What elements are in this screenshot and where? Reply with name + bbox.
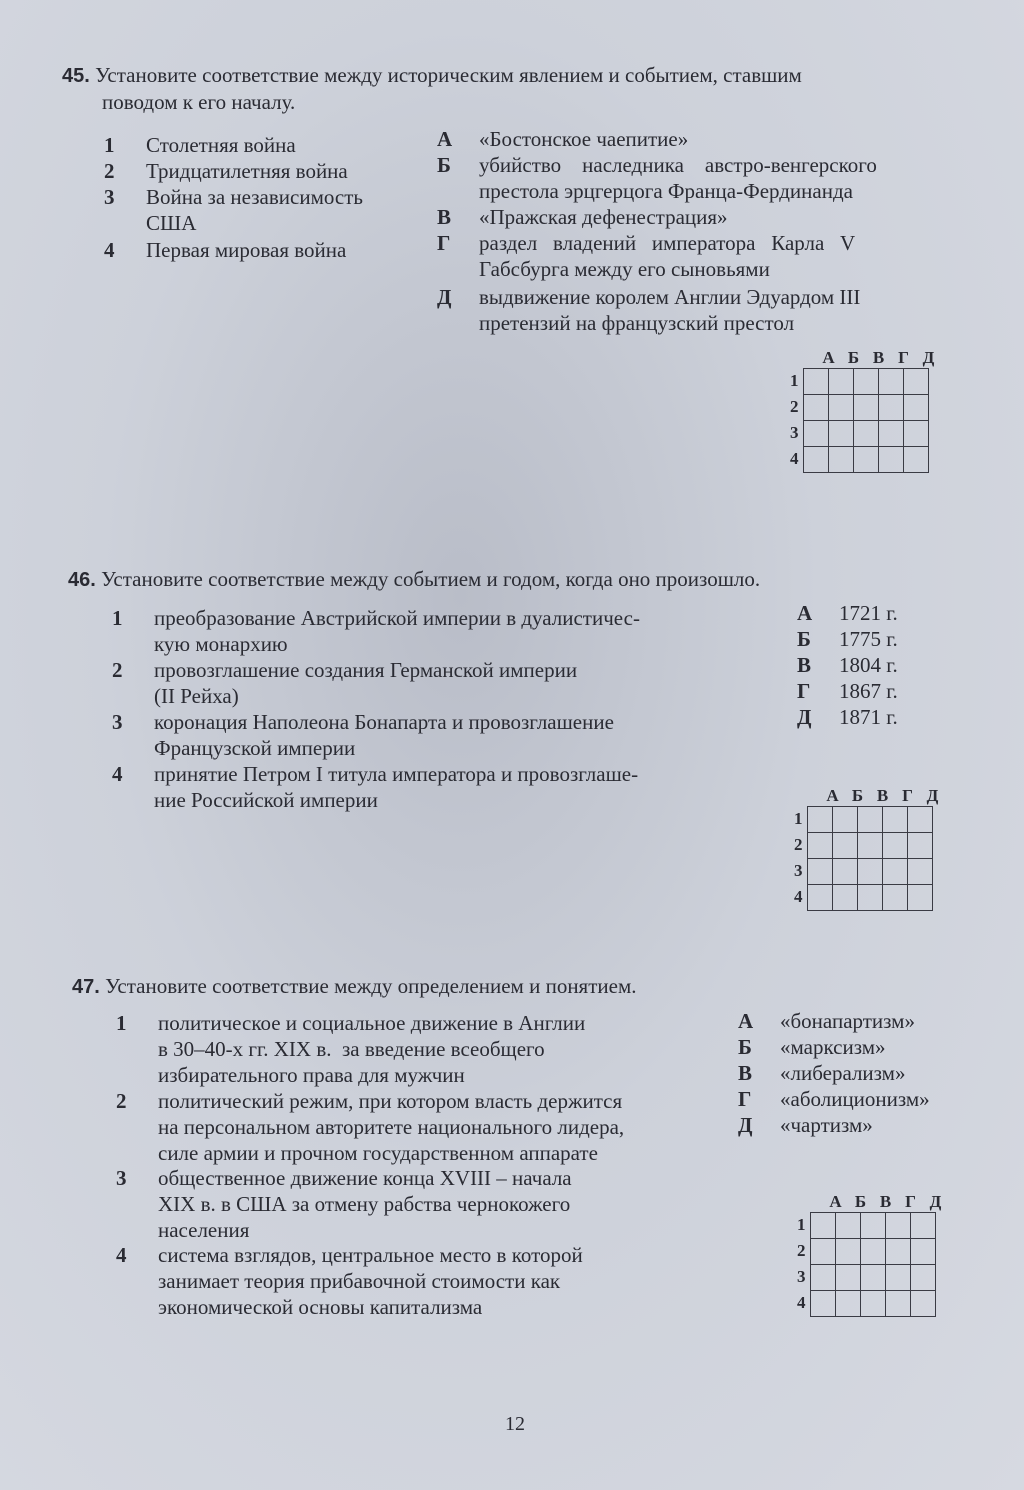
item-label: 4 — [116, 1243, 127, 1267]
grid-column-label: Б — [847, 348, 860, 367]
answer-cell[interactable] — [853, 369, 878, 395]
answer-cell[interactable] — [907, 885, 932, 911]
answer-cell[interactable] — [882, 807, 907, 833]
answer-cell[interactable] — [860, 1291, 885, 1317]
item-text — [839, 652, 947, 678]
answer-cell[interactable] — [828, 447, 853, 473]
answer-row — [810, 1239, 935, 1265]
list-item — [738, 1008, 958, 1034]
item-text — [839, 600, 947, 626]
item-value: «марксизм» — [780, 1035, 886, 1059]
answer-row — [807, 807, 932, 833]
answer-cell[interactable] — [803, 421, 828, 447]
item-text-line: претензий на французский престол — [479, 311, 795, 335]
grid-column-headers — [816, 348, 941, 368]
list-item — [116, 1088, 736, 1166]
item-label: 2 — [116, 1089, 127, 1113]
item-value: «либерализм» — [780, 1061, 906, 1085]
grid-column-label: А — [826, 786, 839, 805]
grid-column-label: Б — [854, 1192, 867, 1211]
item-text-line: политический режим, при котором власть держится — [158, 1089, 623, 1113]
grid-row-label: 1 — [794, 809, 803, 828]
answer-row — [803, 369, 928, 395]
list-item — [437, 230, 947, 282]
item-text-line: система взглядов, центральное место в которой — [158, 1243, 583, 1267]
list-item — [797, 704, 947, 730]
item-text-line: силе армии и прочном государственном аппарате — [158, 1141, 598, 1165]
grid-column-label: В — [872, 348, 885, 367]
answer-cell[interactable] — [807, 885, 832, 911]
item-text-line: экономической основы капитализма — [158, 1295, 483, 1319]
grid-column-label: Б — [851, 786, 864, 805]
list-item — [112, 761, 732, 813]
answer-cell[interactable] — [835, 1291, 860, 1317]
list-item — [104, 132, 424, 158]
item-text — [839, 626, 947, 652]
list-item — [116, 1242, 736, 1320]
answer-cell[interactable] — [857, 859, 882, 885]
answer-row — [810, 1265, 935, 1291]
question-number: 45. — [62, 65, 90, 87]
answer-cell[interactable] — [910, 1291, 935, 1317]
item-label: 3 — [112, 710, 123, 734]
item-text-line: провозглашение создания Германской империи — [154, 658, 578, 682]
answer-row — [810, 1291, 935, 1317]
item-text — [146, 132, 424, 158]
grid-row-label: 1 — [790, 371, 799, 390]
answer-row — [807, 833, 932, 859]
list-item — [797, 600, 947, 626]
item-text-line: преобразование Австрийской империи в дуалистичес- — [154, 606, 640, 630]
grid-column-label: Г — [902, 786, 913, 805]
list-item — [437, 152, 947, 204]
answer-cell[interactable] — [832, 807, 857, 833]
list-item — [797, 626, 947, 652]
answer-cell[interactable] — [853, 395, 878, 421]
page-number: 12 — [505, 1413, 525, 1435]
answer-row — [810, 1213, 935, 1239]
answer-cell[interactable] — [828, 421, 853, 447]
answer-grid-46 — [794, 786, 945, 911]
item-text-line: Тридцатилетняя война — [146, 159, 348, 183]
item-label: 2 — [104, 159, 115, 183]
answer-cell[interactable] — [910, 1239, 935, 1265]
item-label: Г — [797, 679, 811, 703]
grid-row-headers — [790, 368, 799, 473]
item-text-line: Война за независимость — [146, 185, 363, 209]
item-text-line: убийство наследника австро-венгерского — [479, 153, 877, 177]
answer-cell[interactable] — [835, 1265, 860, 1291]
answer-row — [803, 421, 928, 447]
question-47-title: 47. Установите соответствие между определением и понятием. — [72, 974, 637, 998]
item-text-line: принятие Петром I титула императора и провозглаше- — [154, 762, 639, 786]
answer-cell[interactable] — [910, 1265, 935, 1291]
answer-row — [807, 885, 932, 911]
item-label: 3 — [104, 185, 115, 209]
list-item — [437, 126, 947, 152]
answer-grid-47 — [797, 1192, 948, 1317]
question-47 — [72, 973, 972, 1000]
answer-table — [807, 806, 933, 911]
answer-cell[interactable] — [878, 421, 903, 447]
item-text — [154, 657, 732, 709]
item-text — [479, 230, 947, 282]
item-text-line: в 30–40-х гг. XIX в. за введение всеобщего — [158, 1037, 545, 1061]
answer-cell[interactable] — [885, 1265, 910, 1291]
list-item — [104, 184, 424, 236]
item-label: Д — [797, 705, 812, 729]
item-text-line: XIX в. в США за отмену рабства чернокожего — [158, 1192, 571, 1216]
answer-cell[interactable] — [810, 1213, 835, 1239]
answer-cell[interactable] — [882, 885, 907, 911]
answer-cell[interactable] — [903, 421, 928, 447]
list-item — [116, 1165, 736, 1243]
answer-cell[interactable] — [903, 369, 928, 395]
list-item — [104, 237, 424, 263]
answer-cell[interactable] — [860, 1213, 885, 1239]
item-label: 4 — [104, 238, 115, 262]
grid-column-label: Г — [898, 348, 909, 367]
item-label: А — [797, 601, 813, 625]
list-item — [797, 678, 947, 704]
answer-cell[interactable] — [857, 885, 882, 911]
answer-cell[interactable] — [903, 447, 928, 473]
item-text — [158, 1242, 736, 1320]
item-label: В — [437, 205, 452, 229]
answer-cell[interactable] — [807, 807, 832, 833]
grid-column-label: А — [829, 1192, 842, 1211]
item-text — [780, 1086, 958, 1112]
answer-grid-45 — [790, 348, 941, 473]
list-item — [116, 1010, 736, 1088]
answer-cell[interactable] — [835, 1239, 860, 1265]
answer-cell[interactable] — [810, 1265, 835, 1291]
question-number: 47. — [72, 976, 100, 998]
question-46-title: 46. Установите соответствие между событием и годом, когда оно произошло. — [68, 567, 761, 591]
item-text — [839, 678, 947, 704]
list-item — [112, 605, 732, 657]
item-label: А — [738, 1009, 754, 1033]
answer-cell[interactable] — [807, 833, 832, 859]
list-item — [437, 204, 947, 230]
item-text-line: избирательного права для мужчин — [158, 1063, 465, 1087]
item-text — [479, 152, 947, 204]
grid-row-label: 3 — [797, 1267, 806, 1286]
grid-row-label: 2 — [794, 835, 803, 854]
grid-body — [797, 1212, 948, 1317]
answer-table — [803, 368, 929, 473]
item-text-line: на персональном авторитете национального лидера, — [158, 1115, 625, 1139]
item-text — [780, 1034, 958, 1060]
list-item — [112, 709, 732, 761]
item-label: А — [437, 127, 453, 151]
item-label: Б — [797, 627, 811, 651]
grid-row-label: 2 — [790, 397, 799, 416]
item-text-line: «Пражская дефенестрация» — [479, 205, 728, 229]
item-text — [146, 158, 424, 184]
answer-cell[interactable] — [832, 859, 857, 885]
item-text-line: Столетняя война — [146, 133, 296, 157]
item-text — [780, 1060, 958, 1086]
grid-column-headers — [820, 786, 945, 806]
grid-row-label: 3 — [794, 861, 803, 880]
item-text-line: ние Российской империи — [154, 788, 378, 812]
answer-cell[interactable] — [907, 807, 932, 833]
answer-cell[interactable] — [878, 395, 903, 421]
answer-cell[interactable] — [810, 1291, 835, 1317]
question-number: 46. — [68, 569, 96, 591]
answer-cell[interactable] — [882, 859, 907, 885]
answer-cell[interactable] — [803, 447, 828, 473]
answer-cell[interactable] — [857, 833, 882, 859]
item-text-line: населения — [158, 1218, 250, 1242]
answer-cell[interactable] — [857, 807, 882, 833]
answer-cell[interactable] — [878, 447, 903, 473]
item-text-line: Французской империи — [154, 736, 356, 760]
answer-cell[interactable] — [803, 369, 828, 395]
item-value: 1867 г. — [839, 679, 898, 703]
answer-cell[interactable] — [885, 1291, 910, 1317]
item-label: Б — [437, 153, 451, 177]
item-text-line: престола эрцгерцога Франца-Фердинанда — [479, 179, 853, 203]
answer-row — [803, 447, 928, 473]
answer-cell[interactable] — [803, 395, 828, 421]
item-text-line: кую монархию — [154, 632, 288, 656]
item-label: 3 — [116, 1166, 127, 1190]
item-label: 4 — [112, 762, 123, 786]
answer-cell[interactable] — [882, 833, 907, 859]
item-text — [154, 605, 732, 657]
item-text — [479, 204, 947, 230]
answer-cell[interactable] — [885, 1239, 910, 1265]
item-text-line: общественное движение конца XVIII – начала — [158, 1166, 572, 1190]
answer-row — [803, 395, 928, 421]
grid-row-headers — [794, 806, 803, 911]
item-label: Г — [738, 1087, 752, 1111]
grid-column-label: А — [822, 348, 835, 367]
answer-cell[interactable] — [810, 1239, 835, 1265]
list-item — [738, 1060, 958, 1086]
item-text — [780, 1112, 958, 1138]
answer-cell[interactable] — [807, 859, 832, 885]
grid-row-label: 3 — [790, 423, 799, 442]
answer-cell[interactable] — [903, 395, 928, 421]
answer-cell[interactable] — [832, 833, 857, 859]
item-value: «чартизм» — [780, 1113, 873, 1137]
item-value: «бонапартизм» — [780, 1009, 915, 1033]
answer-cell[interactable] — [832, 885, 857, 911]
item-value: 1804 г. — [839, 653, 898, 677]
answer-cell[interactable] — [878, 369, 903, 395]
grid-body — [790, 368, 941, 473]
item-text — [780, 1008, 958, 1034]
grid-row-label: 4 — [797, 1293, 806, 1312]
grid-column-label: Д — [922, 348, 935, 367]
item-text-line: занимает теория прибавочной стоимости как — [158, 1269, 561, 1293]
list-item — [437, 284, 947, 336]
item-text-line: «Бостонское чаепитие» — [479, 127, 689, 151]
item-text-line: коронация Наполеона Бонапарта и провозглашение — [154, 710, 614, 734]
item-text — [158, 1010, 736, 1088]
grid-row-label: 1 — [797, 1215, 806, 1234]
list-item — [738, 1086, 958, 1112]
grid-column-headers — [823, 1192, 948, 1212]
item-value: «аболиционизм» — [780, 1087, 930, 1111]
item-text — [154, 709, 732, 761]
grid-row-label: 4 — [794, 887, 803, 906]
answer-cell[interactable] — [828, 395, 853, 421]
grid-column-label: Д — [926, 786, 939, 805]
item-text-line: США — [146, 211, 197, 235]
answer-cell[interactable] — [885, 1213, 910, 1239]
item-label: 2 — [112, 658, 123, 682]
item-label: 1 — [116, 1011, 127, 1035]
list-item — [112, 657, 732, 709]
list-item — [104, 158, 424, 184]
grid-body — [794, 806, 945, 911]
item-text — [479, 284, 947, 336]
item-label: Д — [437, 285, 452, 309]
question-46 — [68, 566, 968, 593]
grid-row-label: 2 — [797, 1241, 806, 1260]
item-text-line: выдвижение королем Англии Эдуардом III — [479, 285, 861, 309]
question-45 — [62, 62, 962, 115]
list-item — [738, 1112, 958, 1138]
answer-cell[interactable] — [853, 421, 878, 447]
item-text-line: (II Рейха) — [154, 684, 239, 708]
list-item — [797, 652, 947, 678]
item-label: Б — [738, 1035, 752, 1059]
answer-table — [810, 1212, 936, 1317]
item-text-line: политическое и социальное движение в Англии — [158, 1011, 586, 1035]
answer-row — [807, 859, 932, 885]
answer-cell[interactable] — [828, 369, 853, 395]
item-label: Д — [738, 1113, 753, 1137]
grid-row-label: 4 — [790, 449, 799, 468]
item-label: В — [738, 1061, 753, 1085]
grid-row-headers — [797, 1212, 806, 1317]
item-value: 1721 г. — [839, 601, 898, 625]
item-label: Г — [437, 231, 451, 255]
answer-cell[interactable] — [860, 1239, 885, 1265]
item-label: 1 — [104, 133, 115, 157]
item-text — [839, 704, 947, 730]
item-label: 1 — [112, 606, 123, 630]
item-text — [146, 237, 424, 263]
item-text-line: Первая мировая война — [146, 238, 347, 262]
answer-cell[interactable] — [853, 447, 878, 473]
grid-column-label: Д — [929, 1192, 942, 1211]
answer-cell[interactable] — [860, 1265, 885, 1291]
grid-column-label: Г — [905, 1192, 916, 1211]
item-text — [158, 1165, 736, 1243]
answer-cell[interactable] — [835, 1213, 860, 1239]
item-text-line: раздел владений императора Карла V — [479, 231, 856, 255]
grid-column-label: В — [876, 786, 889, 805]
item-text — [146, 184, 424, 236]
item-value: 1775 г. — [839, 627, 898, 651]
question-45-title: 45. Установите соответствие между историческим явлением и событием, ставшим поводом к его началу. — [62, 63, 802, 114]
item-text — [158, 1088, 736, 1166]
item-value: 1871 г. — [839, 705, 898, 729]
list-item — [738, 1034, 958, 1060]
answer-cell[interactable] — [910, 1213, 935, 1239]
item-text — [154, 761, 732, 813]
item-text-line: Габсбурга между его сыновьями — [479, 257, 770, 281]
grid-column-label: В — [879, 1192, 892, 1211]
item-label: В — [797, 653, 812, 677]
answer-cell[interactable] — [907, 859, 932, 885]
item-text — [479, 126, 947, 152]
answer-cell[interactable] — [907, 833, 932, 859]
